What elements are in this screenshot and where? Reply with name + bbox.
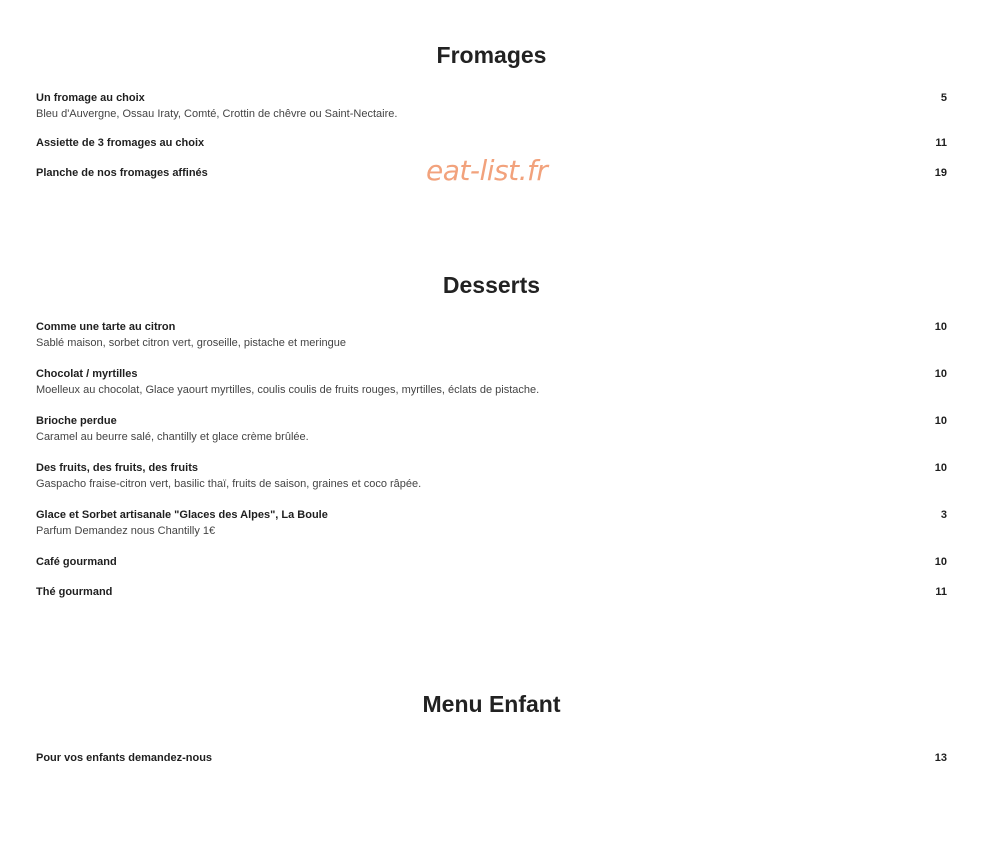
item-name: Un fromage au choix: [36, 92, 145, 104]
item-description: Gaspacho fraise-citron vert, basilic thaï, fruits de saison, graines et coco râpée.: [36, 478, 422, 490]
item-description: Bleu d'Auvergne, Ossau Iraty, Comté, Crottin de chêvre ou Saint-Nectaire.: [36, 108, 398, 120]
item-name: Pour vos enfants demandez-nous: [36, 752, 213, 764]
item-description: Caramel au beurre salé, chantilly et glace crème brûlée.: [36, 431, 309, 443]
menu-item: [36, 367, 947, 398]
item-name: Brioche perdue: [36, 415, 117, 427]
item-description: Parfum Demandez nous Chantilly 1€: [36, 525, 216, 537]
menu-list-menu-enfant: [36, 751, 947, 765]
item-description: Sablé maison, sorbet citron vert, groseille, pistache et meringue: [36, 337, 346, 349]
item-price: 10: [934, 321, 947, 333]
menu-list-fromages: [36, 91, 947, 180]
menu-item: [36, 461, 947, 492]
item-price: 10: [934, 368, 947, 380]
menu-item: [36, 555, 947, 569]
item-price: 11: [935, 137, 947, 149]
section-title-menu-enfant: Menu Enfant: [422, 691, 561, 717]
section-menu-enfant: [36, 689, 947, 765]
menu-item: [36, 91, 947, 122]
menu-item: [36, 751, 947, 765]
menu-item: [36, 585, 947, 599]
item-price: 11: [935, 586, 947, 598]
item-name: Planche de nos fromages affinés: [36, 167, 208, 179]
item-name: Des fruits, des fruits, des fruits: [36, 462, 198, 474]
menu-item: [36, 320, 947, 351]
watermark: eat-list.fr: [426, 154, 548, 187]
item-name: Glace et Sorbet artisanale "Glaces des Alpes", La Boule: [36, 509, 328, 521]
item-name: Café gourmand: [36, 556, 117, 568]
item-name: Thé gourmand: [36, 586, 113, 598]
item-name: Comme une tarte au citron: [36, 321, 176, 333]
section-fromages: [36, 40, 947, 180]
section-title-desserts: Desserts: [442, 272, 541, 298]
item-price: 3: [940, 509, 947, 521]
menu-item: [36, 414, 947, 445]
item-price: 19: [934, 167, 947, 179]
item-description: Moelleux au chocolat, Glace yaourt myrtilles, coulis coulis de fruits rouges, myrtilles, éclats de pistache.: [36, 384, 540, 396]
item-price: 10: [934, 462, 947, 474]
section-desserts: [36, 270, 947, 599]
item-price: 10: [934, 556, 947, 568]
menu-list-desserts: [36, 320, 947, 599]
menu-item: [36, 508, 947, 539]
menu-item: [36, 166, 947, 180]
item-price: 5: [940, 92, 947, 104]
item-price: 10: [934, 415, 947, 427]
item-name: Chocolat / myrtilles: [36, 368, 138, 380]
section-title-fromages: Fromages: [436, 42, 547, 68]
item-name: Assiette de 3 fromages au choix: [36, 137, 205, 149]
item-price: 13: [934, 752, 947, 764]
menu-item: [36, 136, 947, 150]
